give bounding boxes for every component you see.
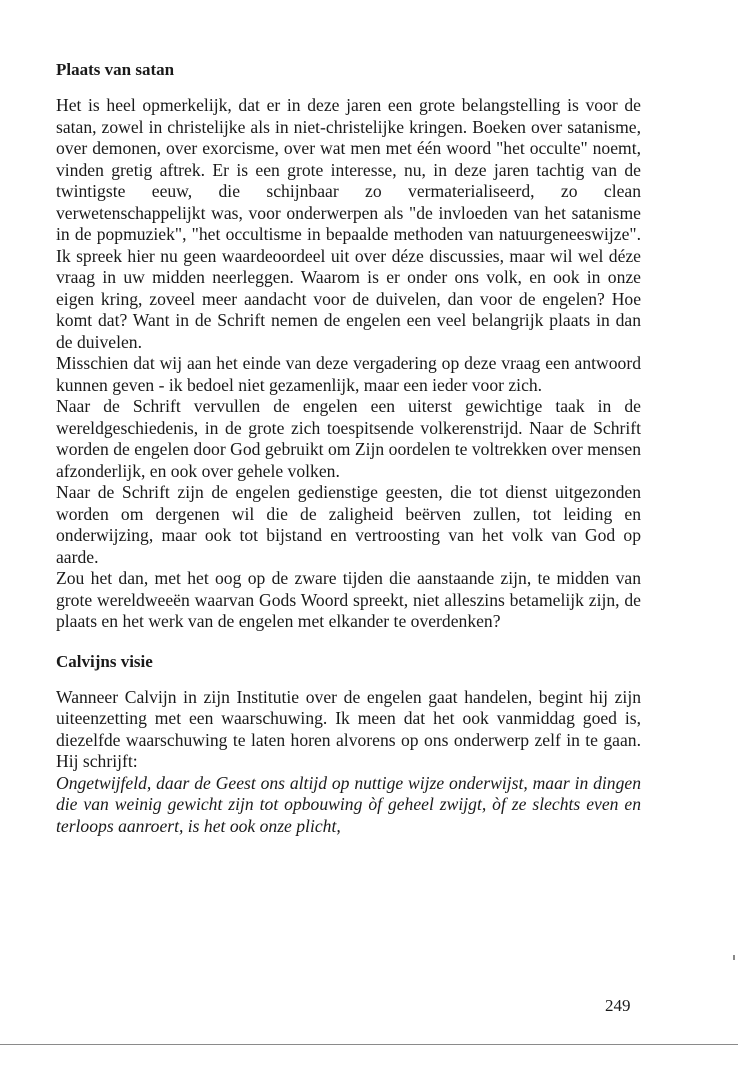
paragraph: Misschien dat wij aan het einde van deze vergadering op deze vraag een antwoord kunnen geven - ik bedoel niet gezamenlijk, maar een ieder voor zich. xyxy=(56,353,641,395)
paragraph: Het is heel opmerkelijk, dat er in deze jaren een grote belangstelling is voor de satan, zowel in christelijke als in niet-christelijke kringen. Boeken over satanisme, over demonen, over exorcisme, over wat men met één woord "het occulte" noemt, vinden gretig aftrek. Er is een grote interesse, nu, in deze jaren tachtig van de twintigste eeuw, die schijnbaar zo vermaterialiseerd, zo clean verwetenschappelijkt was, voor onderwerpen als "de invloeden van het satanisme in de popmuziek", "het occultisme in bepaalde methoden van natuurgeneeswijze". Ik spreek hier nu geen waardeoordeel uit over déze discussies, maar wil wel déze vraag in uw midden neerleggen. Waarom is er onder ons volk, en ook in onze eigen kring, zoveel meer aandacht voor de duivelen, dan voor de engelen? Hoe komt dat? Want in de Schrift nemen de engelen een veel belangrijk plaats in dan de duivelen. xyxy=(56,95,641,352)
section-plaats-van-satan xyxy=(56,58,641,633)
paragraph: Wanneer Calvijn in zijn Institutie over de engelen gaat handelen, begint hij zijn uiteenzetting met een waarschuwing. Ik meen dat het ook vanmiddag goed is, diezelfde waarschuwing te laten horen alvorens op ons onderwerp zelf in te gaan. Hij schrijft: xyxy=(56,686,641,771)
section-calvijns-visie xyxy=(56,650,641,838)
page-body xyxy=(56,58,641,837)
quote-paragraph: Ongetwijfeld, daar de Geest ons altijd op nuttige wijze onderwijst, maar in dingen die van weinig gewicht zijn tot opbouwing òf geheel zwijgt, òf ze slechts even en terloops aanroert, is het ook onze plicht, xyxy=(56,772,641,836)
paragraph: Zou het dan, met het oog op de zware tijden die aanstaande zijn, te midden van grote wereldweeën waarvan Gods Woord spreekt, niet alleszins betamelijk zijn, de plaats en het werk van de engelen met elkander te overdenken? xyxy=(56,568,641,631)
bottom-rule xyxy=(0,1044,738,1045)
paragraph: Naar de Schrift zijn de engelen gedienstige geesten, die tot dienst uitgezonden worden om dergenen wil die de zaligheid beërven zullen, tot leiding en onderwijzing, maar ook tot bijstand en vertroosting van het volk van God op aarde. xyxy=(56,482,641,567)
paragraph: Naar de Schrift vervullen de engelen een uiterst gewichtige taak in de wereldgeschiedenis, in de grote zich toespitsende volkerenstrijd. Naar de Schrift worden de engelen door God gebruikt om Zijn oordelen te voltrekken over mensen afzonderlijk, en ook over gehele volken. xyxy=(56,396,641,481)
page-number: 249 xyxy=(605,996,631,1015)
edge-mark xyxy=(733,955,735,960)
section-heading: Plaats van satan xyxy=(56,60,175,79)
section-heading: Calvijns visie xyxy=(56,651,153,671)
